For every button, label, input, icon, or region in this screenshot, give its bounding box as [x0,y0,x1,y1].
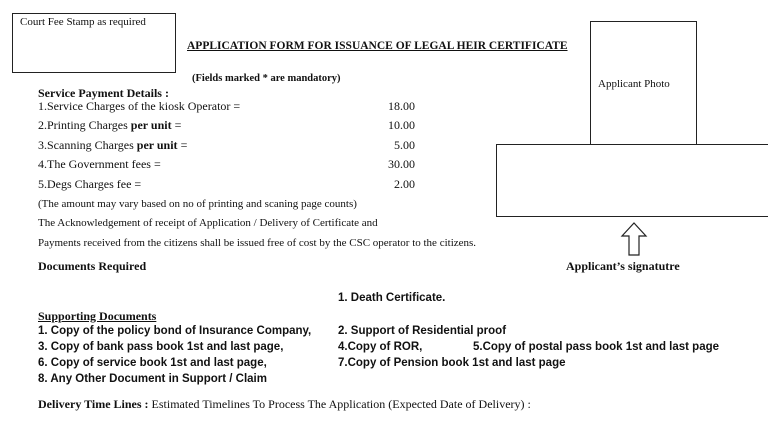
applicant-signature-box[interactable] [496,144,768,217]
payment-value: 30.00 [388,157,415,171]
payment-note: (The amount may vary based on no of printing and scaning page counts) [38,198,357,210]
delivery-label: Delivery Time Lines : [38,397,149,411]
mandatory-note: (Fields marked * are mandatory) [192,73,341,84]
required-doc-item: 1. Death Certificate. [338,292,446,304]
delivery-text: Estimated Timelines To Process The Application (Expected Date of Delivery) : [148,397,531,411]
payment-item: 5.Degs Charges fee = [38,177,142,191]
photo-label: Applicant Photo [598,78,670,90]
payment-value: 18.00 [388,99,415,113]
support-doc-item: 3. Copy of bank pass book 1st and last page, [38,341,284,353]
applicant-photo-box[interactable] [590,21,697,145]
ack-line-1: The Acknowledgement of receipt of Application / Delivery of Certificate and [38,217,378,229]
payment-value: 2.00 [394,177,415,191]
support-doc-item: 8. Any Other Document in Support / Claim [38,373,267,385]
support-doc-item: 1. Copy of the policy bond of Insurance Company, [38,325,312,337]
payment-value: 10.00 [388,118,415,132]
payment-item: 3.Scanning Charges per unit = [38,138,188,152]
court-fee-stamp-box [12,13,176,73]
supporting-heading: Supporting Documents [38,309,157,323]
documents-required-heading: Documents Required [38,259,147,273]
payment-item: 2.Printing Charges per unit = [38,118,182,132]
support-doc-item: 5.Copy of postal pass book 1st and last page [473,341,720,353]
support-doc-item: 2. Support of Residential proof [338,325,507,337]
payment-item: 1.Service Charges of the kiosk Operator = [38,99,241,113]
up-arrow-icon [620,222,648,256]
signature-label: Applicant’s signatutre [566,259,680,273]
support-doc-item: 7.Copy of Pension book 1st and last page [338,357,566,369]
payment-heading: Service Payment Details : [38,86,169,100]
support-doc-item: 4.Copy of ROR, [338,341,423,353]
stamp-box-label: Court Fee Stamp as required [20,16,146,28]
ack-line-2: Payments received from the citizens shall be issued free of cost by the CSC operator to the citizens. [38,237,477,249]
delivery-line [38,397,531,412]
support-doc-item: 6. Copy of service book 1st and last page, [38,357,267,369]
form-title: APPLICATION FORM FOR ISSUANCE OF LEGAL HEIR CERTIFICATE [187,40,568,52]
payment-item: 4.The Government fees = [38,157,161,171]
payment-value: 5.00 [394,138,415,152]
